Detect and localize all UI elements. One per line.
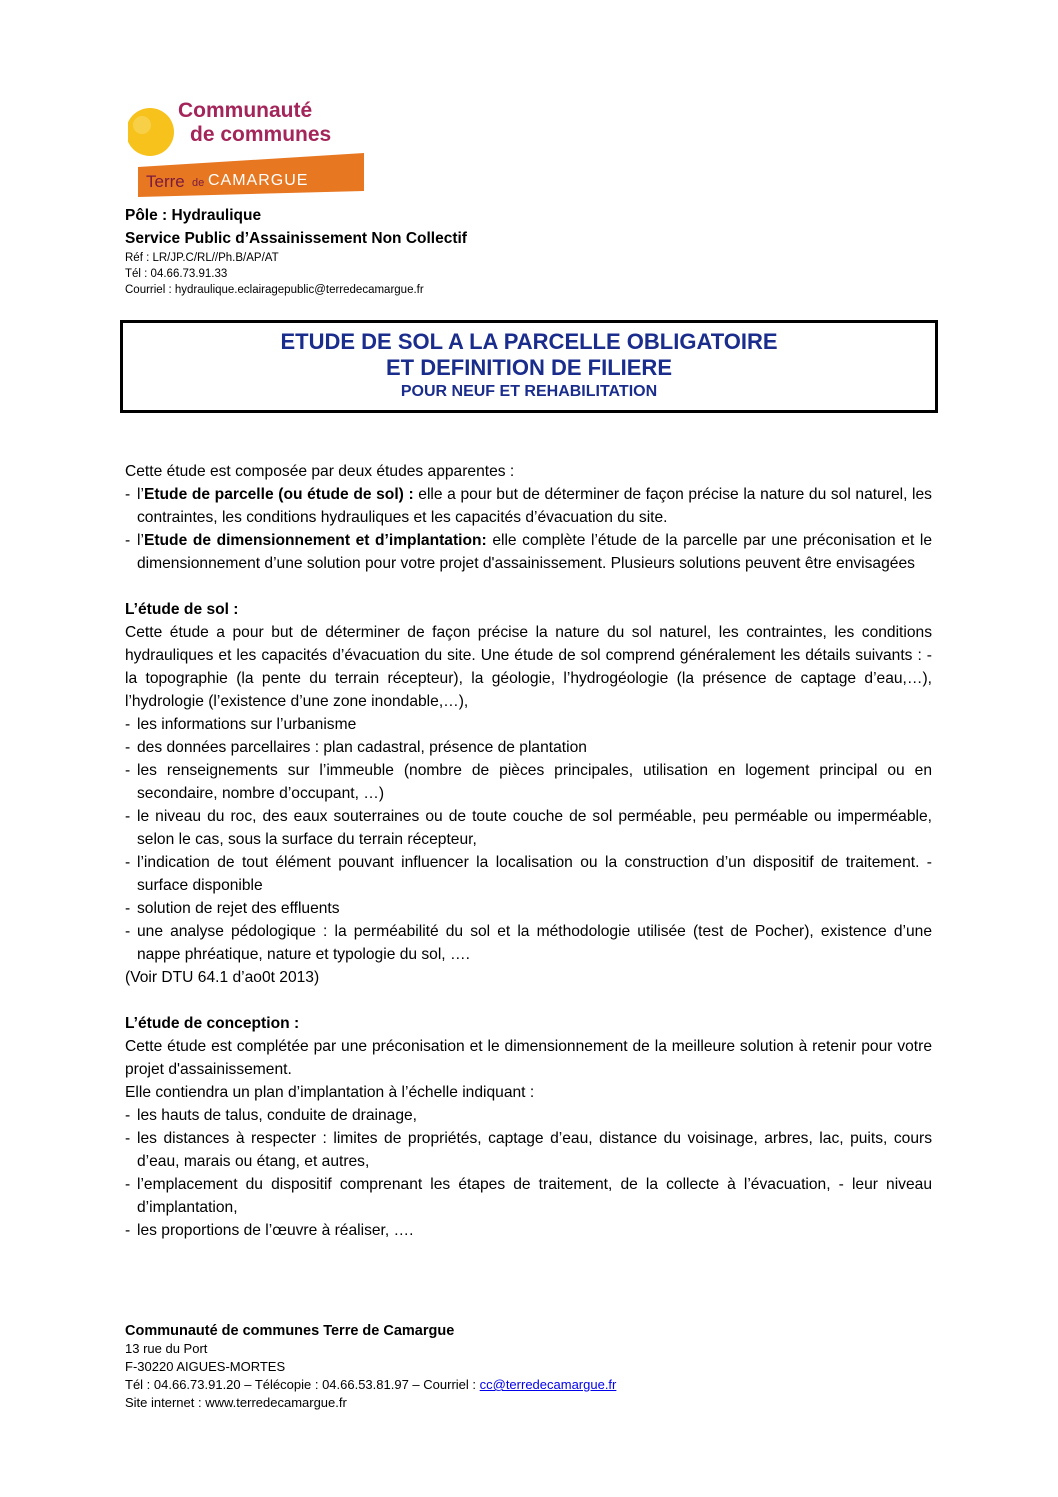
pole-label: Pôle : Hydraulique	[125, 207, 262, 224]
list-item: - les proportions de l’œuvre à réaliser, ….	[125, 1222, 414, 1239]
list-item: - les distances à respecter : limites de propriétés, captage d’eau, distance du voisinage, arbres, lac, puits, cours d’eau, marais ou étang, et autres,	[125, 1130, 932, 1170]
footer-contact: Tél : 04.66.73.91.20 – Télécopie : 04.66.53.81.97 – Courriel : cc@terredecamargue.fr	[125, 1377, 617, 1392]
logo-banner-left: Terre	[146, 172, 185, 191]
list-item: - les renseignements sur l’immeuble (nombre de pièces principales, utilisation en logement principal ou en secondaire, nombre d’occupant, …)	[125, 762, 932, 802]
footer-site: Site internet : www.terredecamargue.fr	[125, 1395, 347, 1410]
title-box	[120, 320, 938, 413]
list-item: - l’Etude de dimensionnement et d’implantation: elle complète l’étude de la parcelle par une préconisation et le dimensionnement d’une solution pour votre projet d'assainissement. Plusieurs solutions peuvent être envisagées	[125, 532, 932, 572]
logo-line2: de communes	[190, 123, 332, 146]
footer-address-1: 13 rue du Port	[125, 1341, 208, 1356]
title-line-2: ET DEFINITION DE FILIERE	[385, 355, 672, 380]
list-item: - les hauts de talus, conduite de drainage,	[125, 1107, 418, 1124]
header-phone: Tél : 04.66.73.91.33	[125, 268, 228, 280]
intro-item-bold: Etude de dimensionnement et d’implantation:	[143, 532, 487, 549]
list-item: - l’emplacement du dispositif comprenant les étapes de traitement, de la collecte à l’évacuation, - leur niveau d’implantation,	[125, 1176, 932, 1216]
logo-banner-right: CAMARGUE	[208, 172, 309, 189]
sun-icon	[128, 108, 174, 156]
logo-banner-small: de	[192, 177, 205, 189]
service-label: Service Public d’Assainissement Non Collectif	[125, 230, 467, 247]
title-line-3: POUR NEUF ET REHABILITATION	[400, 383, 658, 400]
logo-graphic	[128, 97, 368, 199]
footer-org: Communauté de communes Terre de Camargue	[125, 1323, 455, 1339]
footer	[125, 1322, 925, 1412]
section-heading-etude-sol: L’étude de sol :	[125, 601, 239, 618]
list-item: - les informations sur l’urbanisme	[125, 716, 357, 733]
list-item: - l’Etude de parcelle (ou étude de sol) : elle a pour but de déterminer de façon précise la nature du sol naturel, les contraintes, les conditions hydrauliques et les capacités d’évacuation du site.	[125, 486, 932, 526]
intro-lead: Cette étude est composée par deux études apparentes :	[125, 463, 515, 480]
list-item: - solution de rejet des effluents	[125, 900, 340, 917]
footer-email-link[interactable]: cc@terredecamargue.fr	[479, 1377, 617, 1392]
list-item: - l’indication de tout élément pouvant influencer la localisation ou la construction d’un dispositif de traitement. - surface disponible	[125, 854, 932, 894]
dtu-note: (Voir DTU 64.1 d’ao0t 2013)	[125, 969, 320, 986]
conception-paragraph-1: Cette étude est complétée par une préconisation et le dimensionnement de la meilleure solution à retenir pour votre projet d'assainissement.	[125, 1038, 932, 1078]
logo	[128, 97, 368, 199]
section-heading-conception: L’étude de conception :	[125, 1015, 300, 1032]
intro-item-bold: Etude de parcelle (ou étude de sol) :	[143, 486, 414, 503]
header-email: Courriel : hydraulique.eclairagepublic@terredecamargue.fr	[125, 284, 424, 296]
logo-line1: Communauté	[178, 99, 313, 122]
list-item: - des données parcellaires : plan cadastral, présence de plantation	[125, 739, 587, 756]
conception-paragraph-2: Elle contiendra un plan d’implantation à l’échelle indiquant :	[125, 1084, 535, 1101]
list-item: - une analyse pédologique : la perméabilité du sol et la méthodologie utilisée (test de Pocher), existence d’une nappe phréatique, nature et typologie du sol, ….	[125, 923, 932, 963]
footer-address-2: F-30220 AIGUES-MORTES	[125, 1359, 286, 1374]
reference: Réf : LR/JP.C/RL//Ph.B/AP/AT	[125, 252, 279, 264]
title-line-1: ETUDE DE SOL A LA PARCELLE OBLIGATOIRE	[280, 329, 778, 354]
list-item: - le niveau du roc, des eaux souterraines ou de toute couche de sol perméable, peu perméable ou imperméable, selon le cas, sous la surface du terrain récepteur,	[125, 808, 932, 848]
etude-sol-paragraph: Cette étude a pour but de déterminer de façon précise la nature du sol naturel, les contraintes, les conditions hydrauliques et les capacités d’évacuation du site. Une étude de sol comprend généralement les détails suivants : - la topographie (la pente du terrain récepteur), la géologie, l’hydrogéologie (la présence de captage d’eau,…), l’hydrologie (l’existence d’une zone inondable,…),	[125, 624, 932, 710]
document-body	[125, 460, 932, 1242]
